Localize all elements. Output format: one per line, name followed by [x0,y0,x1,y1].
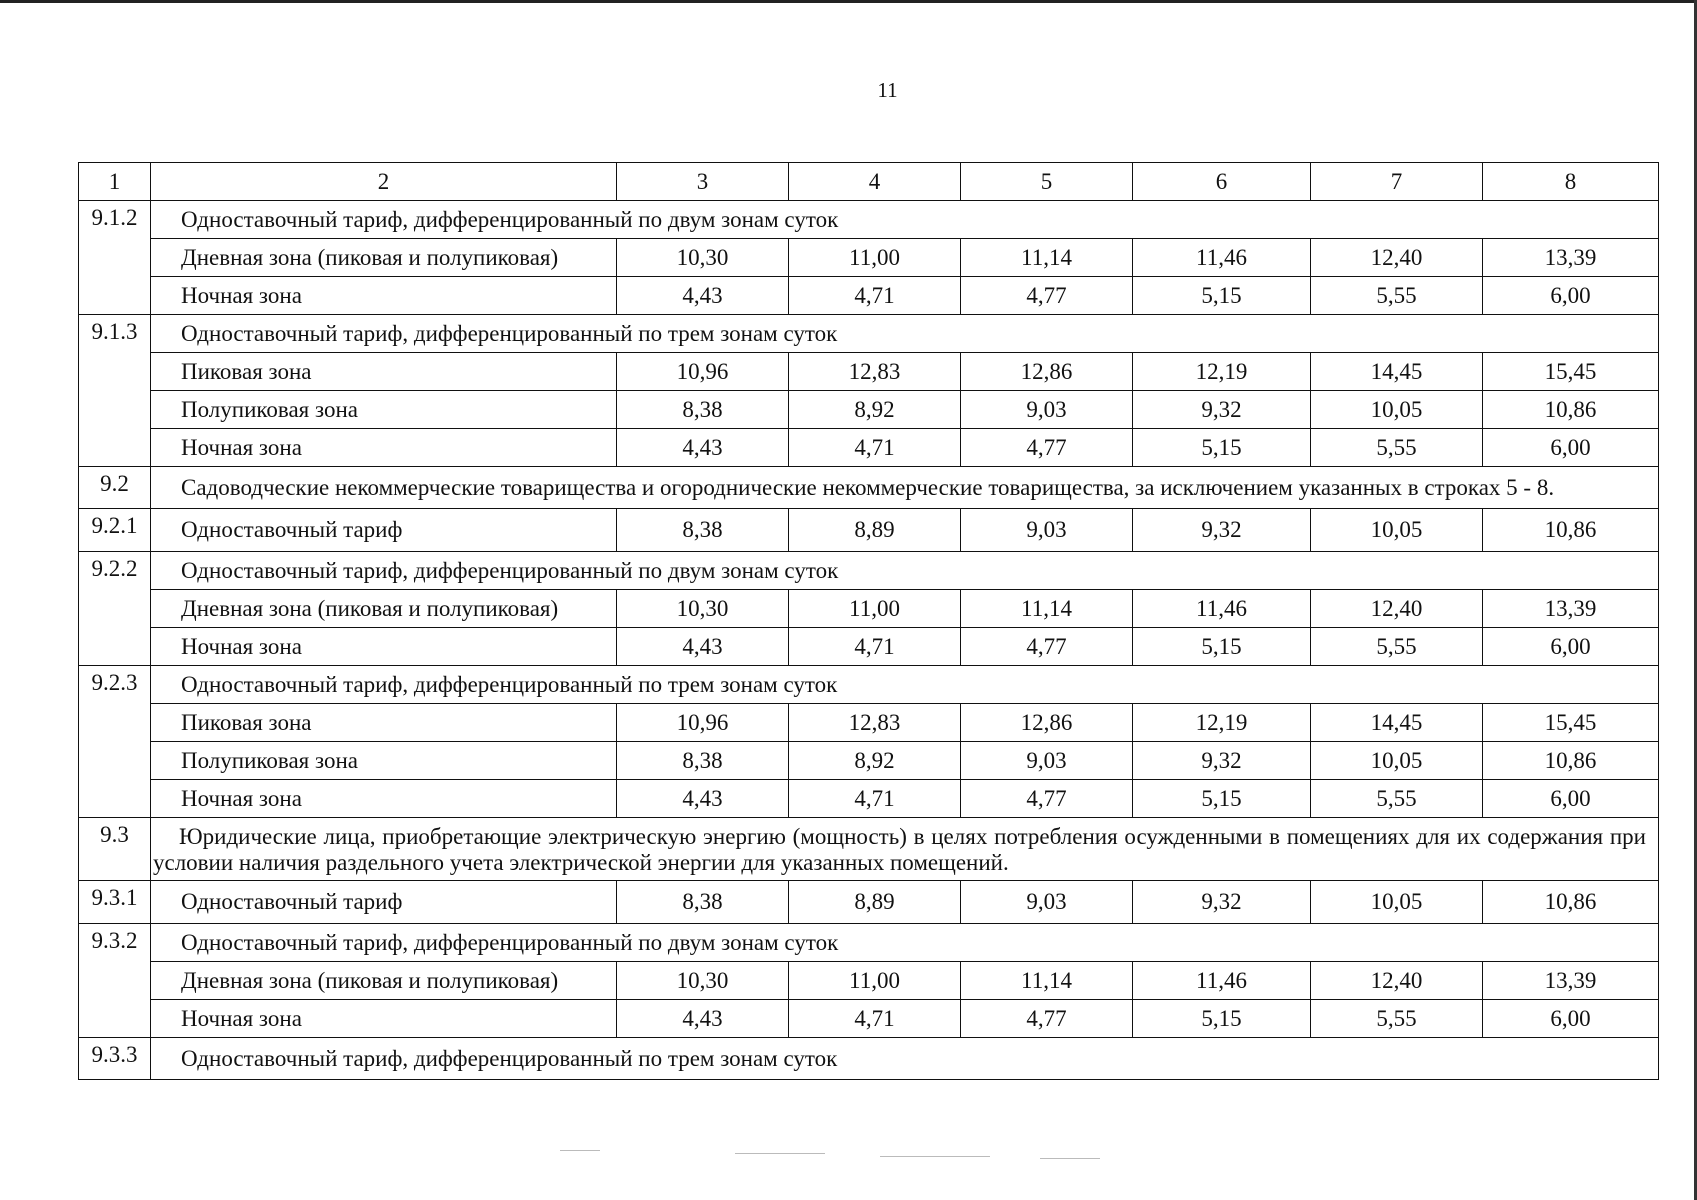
zone-name: Ночная зона [151,628,617,666]
group-row [79,201,1659,239]
group-row [79,467,1659,509]
tariff-value: 15,45 [1483,353,1659,391]
scan-speck [735,1153,825,1154]
tariff-value: 11,14 [961,590,1133,628]
tariff-value: 10,05 [1311,509,1483,552]
zone-row [79,353,1659,391]
tariff-value: 6,00 [1483,277,1659,315]
tariff-value: 4,77 [961,628,1133,666]
zone-name: Ночная зона [151,429,617,467]
zone-name: Дневная зона (пиковая и полупиковая) [151,239,617,277]
tariff-value: 10,05 [1311,881,1483,924]
row-code: 9.2.2 [79,552,151,666]
tariff-value: 10,30 [617,590,789,628]
tariff-value: 10,05 [1311,742,1483,780]
zone-row [79,704,1659,742]
zone-name: Ночная зона [151,780,617,818]
tariff-value: 5,15 [1133,277,1311,315]
tariff-value: 11,00 [789,239,961,277]
tariff-value: 4,43 [617,277,789,315]
tariff-value: 5,15 [1133,780,1311,818]
tariff-value: 10,30 [617,962,789,1000]
tariff-value: 9,03 [961,881,1133,924]
tariff-value: 5,15 [1133,429,1311,467]
tariff-value: 8,38 [617,742,789,780]
tariff-value: 4,43 [617,1000,789,1038]
tariff-value: 12,83 [789,353,961,391]
tariff-row [79,881,1659,924]
zone-name: Ночная зона [151,277,617,315]
zone-row [79,391,1659,429]
zone-row [79,590,1659,628]
column-number: 4 [789,163,961,201]
tariff-value: 8,38 [617,881,789,924]
zone-row [79,780,1659,818]
tariff-value: 5,55 [1311,277,1483,315]
tariff-value: 4,71 [789,429,961,467]
group-title: Одноставочный тариф, дифференцированный по трем зонам суток [151,315,1659,353]
zone-row [79,277,1659,315]
tariff-value: 9,32 [1133,742,1311,780]
tariff-value: 8,38 [617,509,789,552]
group-title: Одноставочный тариф, дифференцированный по двум зонам суток [151,924,1659,962]
tariff-value: 8,92 [789,742,961,780]
tariff-value: 6,00 [1483,429,1659,467]
tariff-value: 15,45 [1483,704,1659,742]
tariff-value: 8,89 [789,509,961,552]
tariff-value: 4,43 [617,780,789,818]
tariff-value: 6,00 [1483,628,1659,666]
tariff-value: 4,43 [617,628,789,666]
tariff-value: 10,86 [1483,391,1659,429]
tariff-value: 4,71 [789,277,961,315]
group-title: Одноставочный тариф, дифференцированный по трем зонам суток [151,666,1659,704]
row-code: 9.2 [79,467,151,509]
tariff-value: 9,32 [1133,509,1311,552]
tariff-value: 10,96 [617,704,789,742]
group-row [79,552,1659,590]
tariff-value: 9,32 [1133,391,1311,429]
tariff-value: 11,14 [961,962,1133,1000]
tariff-value: 12,19 [1133,353,1311,391]
tariff-value: 10,05 [1311,391,1483,429]
zone-name: Полупиковая зона [151,742,617,780]
tariff-value: 11,46 [1133,239,1311,277]
group-row [79,315,1659,353]
scan-border-top [0,0,1697,3]
tariff-value: 9,03 [961,509,1133,552]
tariff-value: 13,39 [1483,962,1659,1000]
row-code: 9.3 [79,818,151,881]
tariff-value: 5,55 [1311,628,1483,666]
zone-row [79,429,1659,467]
row-code: 9.2.3 [79,666,151,818]
row-code: 9.3.1 [79,881,151,924]
tariff-value: 9,03 [961,391,1133,429]
zone-row [79,239,1659,277]
row-code: 9.2.1 [79,509,151,552]
zone-name: Дневная зона (пиковая и полупиковая) [151,590,617,628]
tariff-value: 14,45 [1311,353,1483,391]
column-number: 2 [151,163,617,201]
group-title: Одноставочный тариф, дифференцированный по двум зонам суток [151,552,1659,590]
tariff-value: 14,45 [1311,704,1483,742]
column-number: 1 [79,163,151,201]
group-row [79,924,1659,962]
row-code: 9.3.2 [79,924,151,1038]
tariff-value: 5,15 [1133,1000,1311,1038]
tariff-value: 13,39 [1483,590,1659,628]
tariff-value: 4,43 [617,429,789,467]
zone-name: Дневная зона (пиковая и полупиковая) [151,962,617,1000]
row-code: 9.3.3 [79,1038,151,1080]
zone-name: Полупиковая зона [151,391,617,429]
tariff-value: 8,89 [789,881,961,924]
tariff-value: 11,00 [789,590,961,628]
tariff-value: 12,40 [1311,962,1483,1000]
column-number: 6 [1133,163,1311,201]
tariff-value: 11,46 [1133,590,1311,628]
scan-speck [560,1150,600,1151]
tariff-value: 4,77 [961,780,1133,818]
tariff-value: 12,40 [1311,590,1483,628]
tariff-value: 11,00 [789,962,961,1000]
column-number: 7 [1311,163,1483,201]
column-number: 3 [617,163,789,201]
tariff-value: 6,00 [1483,780,1659,818]
column-number: 5 [961,163,1133,201]
tariff-value: 4,77 [961,429,1133,467]
tariff-table-body [79,163,1659,1080]
row-code: 9.1.2 [79,201,151,315]
tariff-value: 4,71 [789,1000,961,1038]
tariff-value: 8,38 [617,391,789,429]
tariff-row [79,509,1659,552]
group-row [79,666,1659,704]
zone-name: Пиковая зона [151,704,617,742]
tariff-value: 4,71 [789,780,961,818]
tariff-value: 5,15 [1133,628,1311,666]
tariff-value: 10,30 [617,239,789,277]
tariff-value: 11,46 [1133,962,1311,1000]
tariff-value: 5,55 [1311,429,1483,467]
scan-speck [880,1156,990,1157]
tariff-value: 9,32 [1133,881,1311,924]
tariff-value: 6,00 [1483,1000,1659,1038]
zone-name: Ночная зона [151,1000,617,1038]
group-title: Садоводческие некоммерческие товарищества и огороднические некоммерческие товарищества, за исключением указанных в строках 5 - 8. [151,467,1659,509]
tariff-table [78,162,1659,1080]
tariff-value: 9,03 [961,742,1133,780]
tariff-value: 10,86 [1483,509,1659,552]
zone-name: Пиковая зона [151,353,617,391]
zone-row [79,628,1659,666]
tariff-value: 5,55 [1311,780,1483,818]
column-number: 8 [1483,163,1659,201]
tariff-value: 4,71 [789,628,961,666]
tariff-value: 12,83 [789,704,961,742]
group-title: Одноставочный тариф, дифференцированный по трем зонам суток [151,1038,1659,1080]
tariff-value: 12,19 [1133,704,1311,742]
zone-row [79,1000,1659,1038]
row-code: 9.1.3 [79,315,151,467]
group-title: Юридические лица, приобретающие электрическую энергию (мощность) в целях потребления осужденными в помещениях для их содержания при условии наличия раздельного учета электрической энергии для указанных помещений. [151,818,1659,881]
tariff-value: 13,39 [1483,239,1659,277]
group-row [79,1038,1659,1080]
column-number-row [79,163,1659,201]
scan-speck [1040,1158,1100,1159]
zone-row [79,742,1659,780]
tariff-value: 11,14 [961,239,1133,277]
tariff-value: 4,77 [961,277,1133,315]
tariff-value: 4,77 [961,1000,1133,1038]
tariff-value: 10,86 [1483,742,1659,780]
tariff-value: 12,86 [961,353,1133,391]
tariff-value: 10,86 [1483,881,1659,924]
tariff-value: 12,86 [961,704,1133,742]
tariff-value: 8,92 [789,391,961,429]
group-title: Одноставочный тариф, дифференцированный по двум зонам суток [151,201,1659,239]
tariff-value: 5,55 [1311,1000,1483,1038]
page-number: 11 [877,78,898,102]
tariff-value: 10,96 [617,353,789,391]
group-row [79,818,1659,881]
tariff-value: 12,40 [1311,239,1483,277]
zone-row [79,962,1659,1000]
tariff-name: Одноставочный тариф [151,881,617,924]
tariff-name: Одноставочный тариф [151,509,617,552]
